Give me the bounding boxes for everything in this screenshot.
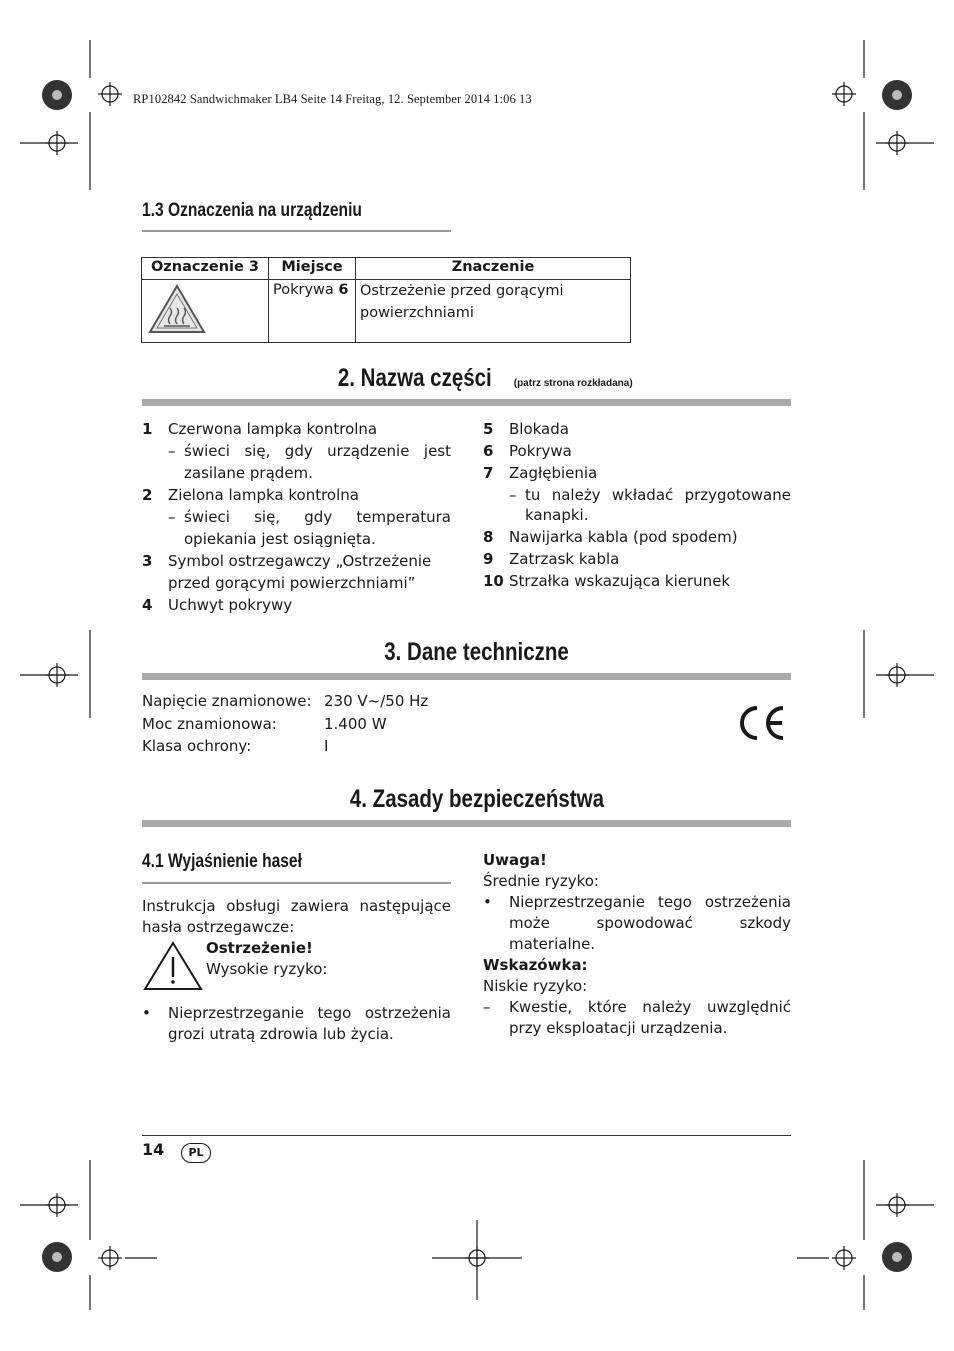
tech-row: Moc znamionowa: 1.400 W (142, 714, 387, 733)
section-3-heading-line (0, 638, 954, 667)
ce-mark-icon (737, 705, 787, 741)
table-header-cell: Oznaczenie 3 (142, 258, 269, 280)
location-number: 6 (338, 282, 349, 298)
table-header-cell: Miejsce (269, 258, 356, 280)
list-item: 6 Pokrywa (483, 442, 572, 460)
signal-words-left (142, 896, 451, 1045)
list-item: 5 Blokada (483, 420, 569, 438)
list-item: 7 Zagłębienia (483, 464, 598, 482)
print-header: RP102842 Sandwichmaker LB4 Seite 14 Freitag, 12. September 2014 1:06 13 (133, 92, 532, 106)
page-number: 14 (142, 1140, 165, 1159)
note-bullet: – Kwestie, które należy uwzględnić przy eksploatacji urządzenia. (483, 998, 791, 1037)
warning-bullet: • Nieprzestrzeganie tego ostrzeżenia grozi utratą zdrowia lub życia. (142, 1004, 451, 1043)
note-title: Wskazówka: (483, 956, 588, 974)
location-cell (269, 280, 356, 343)
intro-text: Instrukcja obsługi zawiera następujące hasła ostrzegawcze: (142, 897, 451, 936)
signal-words-right (483, 850, 791, 1039)
warning-triangle-icon (142, 940, 204, 992)
tech-row: Klasa ochrony: I (142, 737, 329, 755)
list-item: 1 Czerwona lampka kontrolna (142, 420, 378, 438)
section-1-3-heading: 1.3 Oznaczenia na urządzeniu (142, 200, 362, 221)
section-4-heading: 4. Zasady bezpieczeństwa (349, 785, 605, 813)
parts-list-right (483, 418, 791, 592)
footer-rule (142, 1135, 791, 1136)
warning-title: Ostrzeżenie! (206, 939, 313, 957)
section-2-heading: 2. Nazwa części (338, 364, 493, 392)
note-risk: Niskie ryzyko: (483, 977, 588, 995)
section-4-1-rule (142, 882, 451, 884)
list-item: 8 Nawijarka kabla (pod spodem) (483, 528, 738, 546)
list-item-sub: – tu należy wkładać przygotowane kanapki. (509, 486, 791, 524)
warning-risk: Wysokie ryzyko: (206, 960, 328, 978)
list-item: 2 Zielona lampka kontrolna (142, 486, 359, 504)
table-header-cell: Znaczenie (356, 258, 631, 280)
parts-list-left (142, 418, 451, 616)
table-header-row (142, 258, 631, 280)
list-item-sub: – świeci się, gdy temperatura opiekania jest osiągnięta. (168, 508, 451, 548)
language-badge: PL (181, 1143, 211, 1163)
list-item: 10 Strzałka wskazująca kierunek (483, 572, 731, 590)
list-item: 3 Symbol ostrzegawczy „Ostrzeżenie przed gorącymi powierzchniami” (142, 552, 432, 592)
meaning-cell: Ostrzeżenie przed gorącymi powierzchniami (356, 280, 631, 343)
device-markings-table (141, 257, 631, 343)
section-3-rule (142, 673, 791, 680)
list-item: 9 Zatrzask kabla (483, 550, 620, 568)
section-2-heading-line (0, 364, 954, 393)
caution-risk: Średnie ryzyko: (483, 872, 599, 890)
caution-title: Uwaga! (483, 851, 547, 869)
list-item-sub: – świeci się, gdy urządzenie jest zasilane prądem. (168, 442, 451, 482)
section-4-1-heading: 4.1 Wyjaśnienie haseł (142, 851, 302, 872)
section-3-heading: 3. Dane techniczne (384, 638, 570, 666)
symbol-cell (142, 280, 269, 343)
section-2-heading-note: (patrz strona rozkładana) (513, 378, 633, 389)
tech-row: Napięcie znamionowe: 230 V~/50 Hz (142, 692, 429, 710)
section-4-rule (142, 820, 791, 827)
technical-data (142, 692, 542, 760)
section-2-rule (142, 399, 791, 406)
hot-surface-warning-icon (146, 282, 208, 336)
table-row (142, 280, 631, 343)
location-text: Pokrywa (273, 282, 339, 298)
section-1-3-rule (142, 230, 451, 232)
section-4-heading-line (0, 785, 954, 814)
warning-block (142, 938, 451, 992)
caution-bullet: • Nieprzestrzeganie tego ostrzeżenia może spowodować szkody materialne. (483, 893, 791, 953)
list-item: 4 Uchwyt pokrywy (142, 596, 293, 614)
